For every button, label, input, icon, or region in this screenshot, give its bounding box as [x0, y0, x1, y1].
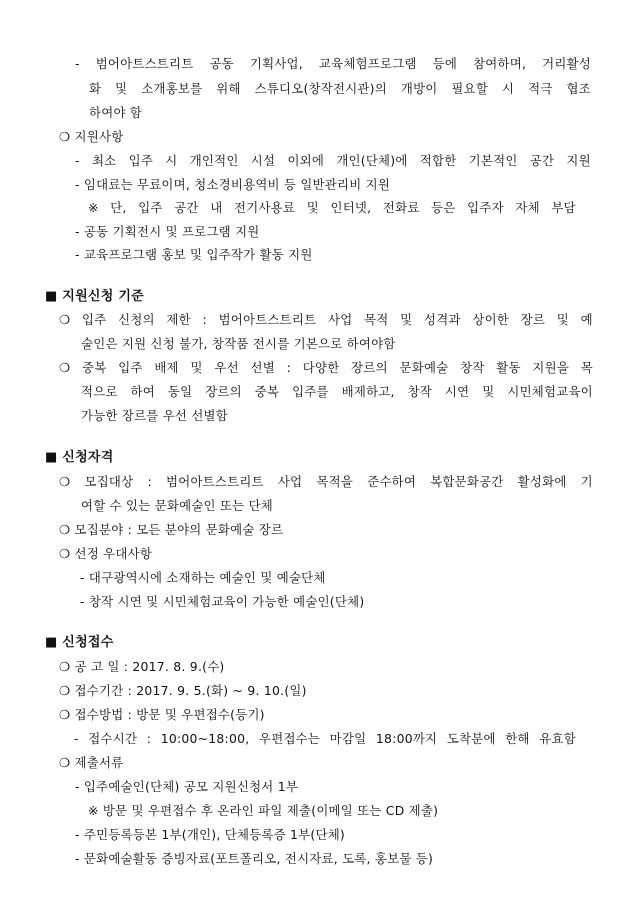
- word: 우편접수는: [259, 731, 321, 746]
- word: 18:00까지: [375, 731, 438, 746]
- intro-line-1: [75, 54, 591, 74]
- qualification-item-2: ❍ 모집분야 : 모든 분야의 문화예술 장르: [59, 522, 284, 537]
- word: 적으로: [81, 384, 118, 399]
- application-doc-note: ※ 방문 및 우편접수 후 온라인 파일 제출(이메일 또는 CD 제출): [88, 803, 439, 818]
- word: 신청의: [118, 312, 155, 327]
- support-item: [75, 151, 591, 171]
- application-doc-item: - 입주예술인(단체) 공모 지원신청서 1부: [75, 779, 299, 794]
- word: 준수하여: [367, 474, 417, 489]
- application-time: [74, 729, 576, 749]
- word: 전기사용료: [234, 200, 296, 215]
- word: :: [286, 360, 292, 375]
- word: 및: [556, 312, 569, 327]
- word: :: [147, 474, 152, 489]
- word: 배제하고,: [341, 384, 395, 399]
- intro-line-2: [89, 79, 591, 99]
- word: 인터넷,: [330, 200, 372, 215]
- word: -: [74, 731, 79, 746]
- section-heading-criteria: ■ 지원신청 기준: [45, 289, 144, 304]
- intro-line-3: 하여야 함: [89, 105, 143, 120]
- word: 장르의: [351, 360, 388, 375]
- word: 우선: [214, 360, 239, 375]
- support-item: - 공동 기획전시 및 프로그램 지원: [75, 224, 260, 239]
- word: 기본적인: [468, 153, 518, 168]
- word: 화: [89, 81, 102, 96]
- word: 개방이: [400, 81, 438, 96]
- word: 시민체험교육이: [507, 384, 593, 399]
- word: 복합문화공간: [430, 474, 504, 489]
- word: 시연: [444, 384, 470, 399]
- word: 최소: [91, 153, 117, 168]
- word: 필요할: [451, 81, 489, 96]
- word: 범어아트스트리트: [166, 474, 264, 489]
- word: 시설: [250, 153, 276, 168]
- word: ❍: [59, 474, 71, 489]
- qualification-sub-1: - 대구광역시에 소재하는 예술인 및 예술단체: [80, 570, 326, 585]
- word: 범어아트스트리트: [218, 312, 317, 327]
- word: 모집대상: [84, 474, 134, 489]
- word: 공간: [529, 153, 555, 168]
- support-note: [88, 198, 576, 218]
- word: 거리활성: [542, 56, 591, 71]
- word: 사업: [327, 312, 353, 327]
- word: 지원을: [532, 360, 570, 375]
- application-period: ❍ 접수기간 : 2017. 9. 5.(화) ~ 9. 10.(일): [59, 683, 307, 698]
- word: 접수시간: [88, 731, 138, 746]
- word: 예: [580, 312, 593, 327]
- word: 범어아트스트리트: [95, 56, 194, 71]
- word: 시: [165, 153, 178, 168]
- word: 참여하며,: [473, 56, 527, 71]
- criteria-item-2-line-1: [59, 358, 593, 378]
- word: 기획사업,: [249, 56, 303, 71]
- application-method: ❍ 접수방법 : 방문 및 우편접수(등기): [59, 707, 265, 722]
- criteria-item-2-line-3: 가능한 장르를 우선 선별함: [81, 408, 228, 423]
- word: 하여: [130, 384, 155, 399]
- word: 및: [482, 384, 495, 399]
- word: 장르의: [205, 384, 242, 399]
- criteria-item-2-line-2: [81, 382, 593, 402]
- word: 한해: [505, 731, 530, 746]
- application-doc-item: - 주민등록등본 1부(개인), 단체등록증 1부(단체): [75, 827, 345, 842]
- word: 기: [580, 474, 593, 489]
- word: 및: [190, 360, 203, 375]
- word: 상이한: [472, 312, 510, 327]
- word: 내: [210, 200, 223, 215]
- word: ❍: [59, 312, 71, 327]
- word: 입주자: [467, 200, 504, 215]
- word: 개인적인: [189, 153, 239, 168]
- word: 스튜디오(창작전시관)의: [254, 81, 387, 96]
- word: :: [202, 312, 207, 327]
- word: 활동: [496, 360, 521, 375]
- word: :: [146, 731, 152, 746]
- word: 동일: [167, 384, 193, 399]
- word: 창작: [407, 384, 433, 399]
- qualification-item-1-line-2: 여할 수 있는 문화예술인 또는 단체: [81, 498, 274, 513]
- word: 제한: [166, 312, 191, 327]
- criteria-item-1-line-1: [59, 310, 593, 330]
- word: 장르: [520, 312, 546, 327]
- word: 개인(단체)에: [336, 153, 408, 168]
- qualification-sub-2: - 창작 시연 및 시민체험교육이 가능한 예술인(단체): [80, 594, 365, 609]
- word: 배제: [154, 360, 179, 375]
- word: 협조: [566, 81, 591, 96]
- word: 공간: [174, 200, 199, 215]
- word: 부담: [551, 200, 576, 215]
- word: 및: [306, 200, 319, 215]
- word: 문화예술: [399, 360, 449, 375]
- support-item: - 교육프로그램 홍보 및 입주작가 활동 지원: [75, 247, 313, 262]
- word: 10:00~18:00,: [160, 731, 250, 746]
- word: 입주를: [292, 384, 329, 399]
- word: 사업: [277, 474, 303, 489]
- application-announce-date: ❍ 공 고 일 : 2017. 8. 9.(수): [59, 659, 225, 674]
- word: 공동: [209, 56, 234, 71]
- application-doc-item: - 문화예술활동 증빙자료(포트폴리오, 전시자료, 도록, 홍보물 등): [75, 851, 434, 866]
- word: 목: [580, 360, 593, 375]
- word: 도착분에: [446, 731, 496, 746]
- word: 입주: [118, 360, 143, 375]
- word: 다양한: [302, 360, 340, 375]
- word: 단,: [110, 200, 127, 215]
- word: 유효함: [539, 731, 576, 746]
- word: 입주: [138, 200, 163, 215]
- word: 교육체험프로그램: [318, 56, 417, 71]
- word: 등은: [431, 200, 456, 215]
- word: 중복: [254, 384, 280, 399]
- word: 입주: [128, 153, 154, 168]
- support-title: ❍ 지원사항: [59, 129, 124, 144]
- word: 활성화에: [517, 474, 567, 489]
- word: 및: [115, 81, 128, 96]
- word: 입주: [82, 312, 107, 327]
- word: 등에: [432, 56, 458, 71]
- word: 창작: [460, 360, 485, 375]
- word: 중복: [82, 360, 107, 375]
- word: 마감일: [329, 731, 367, 746]
- qualification-item-1-line-1: [59, 472, 593, 492]
- word: 지원: [566, 153, 591, 168]
- word: -: [75, 153, 80, 168]
- qualification-item-3: ❍ 선정 우대사항: [59, 546, 153, 561]
- section-heading-application: ■ 신청접수: [45, 635, 114, 650]
- word: 전화료: [382, 200, 420, 215]
- word: ※: [88, 200, 99, 215]
- word: -: [75, 56, 80, 71]
- section-heading-qualification: ■ 신청자격: [45, 450, 114, 465]
- word: 위해: [216, 81, 241, 96]
- application-docs-title: ❍ 제출서류: [59, 755, 124, 770]
- word: 목적을: [316, 474, 354, 489]
- word: 선별: [250, 360, 275, 375]
- word: 성격과: [424, 312, 461, 327]
- word: ❍: [59, 360, 71, 375]
- word: 시: [501, 81, 515, 96]
- word: 자체: [515, 200, 540, 215]
- criteria-item-1-line-2: 술인은 지원 신청 불가, 창작품 전시를 기본으로 하여야함: [81, 336, 396, 351]
- support-item: - 임대료는 무료이며, 청소경비용역비 등 일반관리비 지원: [75, 177, 391, 192]
- word: 목적: [364, 312, 389, 327]
- word: 이외에: [287, 153, 325, 168]
- word: 적극: [528, 81, 553, 96]
- word: 적합한: [419, 153, 457, 168]
- word: 및: [400, 312, 413, 327]
- word: 소개홍보를: [141, 81, 203, 96]
